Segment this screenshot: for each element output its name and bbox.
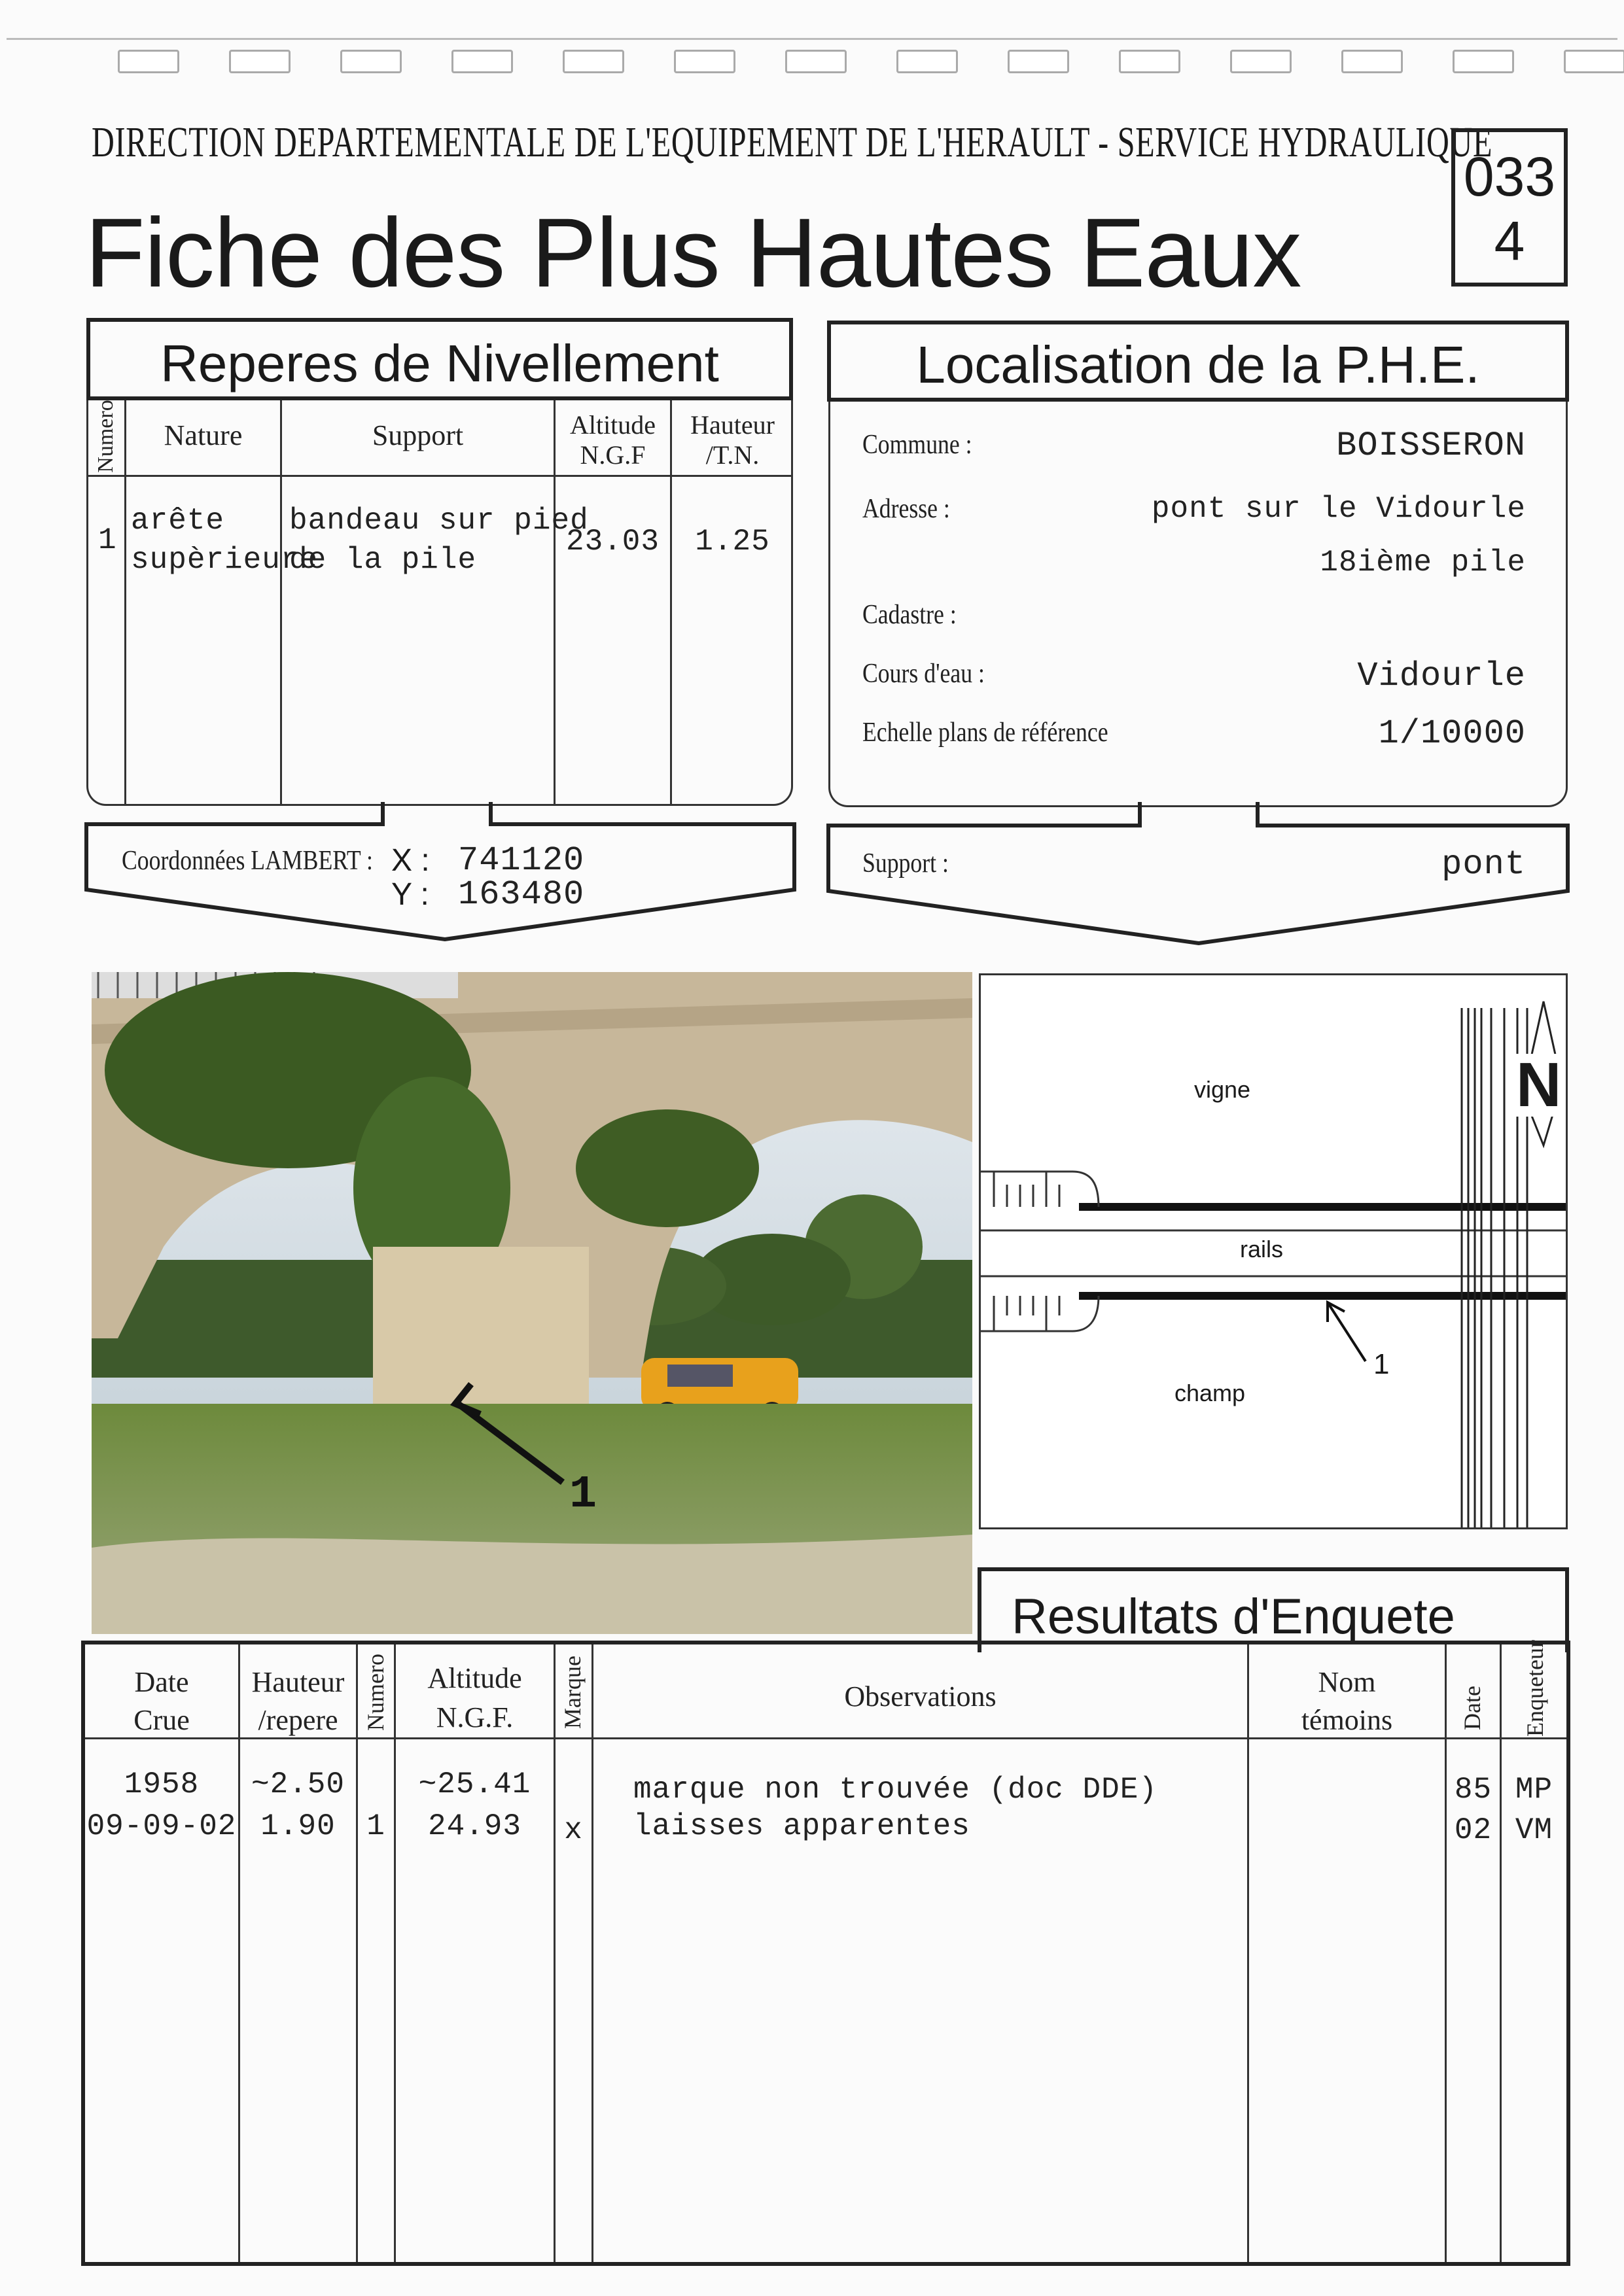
result-row-2-numero: 1 xyxy=(366,1809,385,1843)
punch-hole xyxy=(229,50,291,73)
header-nature: Nature xyxy=(164,419,243,451)
result-row-2-enqueteur: VM xyxy=(1515,1813,1553,1847)
punch-hole xyxy=(563,50,624,73)
header-repere: /repere xyxy=(258,1704,338,1736)
echelle-value: 1/10000 xyxy=(1378,714,1526,753)
punch-hole xyxy=(1341,50,1403,73)
fiche-number: 033 xyxy=(1463,146,1556,207)
header-observations: Observations xyxy=(844,1680,997,1713)
punch-hole xyxy=(1008,50,1069,73)
north-label: N xyxy=(1516,1050,1562,1120)
repere-altitude: 23.03 xyxy=(565,525,660,559)
repere-nature-line1: arête xyxy=(131,504,225,538)
commune-label: Commune : xyxy=(862,430,972,460)
result-row-2-date: 09-09-02 xyxy=(86,1809,237,1843)
header-enqueteur-vertical: Enqueteur xyxy=(1522,1640,1548,1737)
header-nom: Nom xyxy=(1318,1666,1376,1698)
punch-hole xyxy=(674,50,735,73)
header-hauteur: Hauteur xyxy=(690,410,775,440)
coord-x-value: 741120 xyxy=(458,841,585,880)
repere-support-line2: de la pile xyxy=(289,543,477,577)
result-row-2-date-enquete: 02 xyxy=(1454,1813,1492,1847)
header-support: Support xyxy=(372,419,464,451)
header-hauteur-tn: /T.N. xyxy=(705,440,760,470)
commune-value: BOISSERON xyxy=(1336,426,1526,465)
punch-hole xyxy=(340,50,402,73)
header-hauteur-repere: Hauteur xyxy=(251,1666,345,1698)
header-date-enquete-vertical: Date xyxy=(1459,1686,1485,1730)
result-row-1-enqueteur: MP xyxy=(1515,1773,1553,1807)
bridge-photo xyxy=(92,972,972,1634)
fiche-sub-number: 4 xyxy=(1494,210,1525,271)
cours-eau-label: Cours d'eau : xyxy=(862,659,985,689)
result-row-1-hauteur: ~2.50 xyxy=(251,1767,345,1801)
support-label: Support : xyxy=(862,848,949,878)
result-row-2-marque: x xyxy=(564,1813,583,1847)
echelle-label: Echelle plans de référence xyxy=(862,718,1108,748)
coord-y-value: 163480 xyxy=(458,875,585,914)
cadastre-label: Cadastre : xyxy=(862,600,957,630)
support-value: pont xyxy=(1441,845,1526,884)
repere-nature-line2: supèrieure xyxy=(131,543,319,577)
direction-heading: DIRECTION DEPARTEMENTALE DE L'EQUIPEMENT DE L'HERAULT - SERVICE HYDRAULIQUE xyxy=(92,118,1493,166)
plan-marker: 1 xyxy=(1373,1348,1390,1380)
header-altitude-ngf-res: Altitude xyxy=(427,1662,522,1694)
result-row-1-altitude: ~25.41 xyxy=(418,1767,531,1801)
result-row-2-altitude: 24.93 xyxy=(427,1809,522,1843)
header-crue: Crue xyxy=(133,1704,190,1736)
result-row-1-date: 1958 xyxy=(124,1767,200,1801)
punch-hole xyxy=(1453,50,1514,73)
header-ngf: N.G.F. xyxy=(436,1701,514,1733)
repere-numero: 1 xyxy=(98,523,117,557)
plan-label-rails: rails xyxy=(1240,1236,1284,1262)
punch-hole xyxy=(1119,50,1180,73)
punch-hole xyxy=(1564,50,1624,73)
header-altitude: Altitude xyxy=(569,410,656,440)
adresse-value-line2: 18ième pile xyxy=(1320,546,1526,580)
result-row-2-hauteur: 1.90 xyxy=(260,1809,336,1843)
resultats-title-box xyxy=(978,1567,1569,1652)
result-row-2-observations: laisses apparentes xyxy=(633,1809,970,1843)
punch-hole xyxy=(896,50,958,73)
coordinates-label: Coordonnées LAMBERT : xyxy=(122,846,373,876)
plan-label-vigne: vigne xyxy=(1194,1076,1251,1103)
punch-hole xyxy=(1230,50,1292,73)
reperes-title-box xyxy=(86,318,793,400)
coord-x-label: X : xyxy=(391,843,430,878)
punch-hole xyxy=(451,50,513,73)
header-marque-vertical: Marque xyxy=(559,1656,586,1729)
header-numero-vertical: Numero xyxy=(362,1654,389,1731)
coord-y-label: Y : xyxy=(391,877,429,912)
resultats-title: Resultats d'Enquete xyxy=(1012,1589,1455,1644)
adresse-label: Adresse : xyxy=(862,494,950,524)
reperes-title: Reperes de Nivellement xyxy=(160,334,719,392)
header-temoins: témoins xyxy=(1301,1704,1393,1736)
photo-marker: 1 xyxy=(569,1469,598,1521)
repere-hauteur: 1.25 xyxy=(695,525,770,559)
fiche-number-box xyxy=(1451,128,1568,287)
localisation-title-box xyxy=(827,321,1569,402)
page-title: Fiche des Plus Hautes Eaux xyxy=(85,198,1301,307)
cours-eau-value: Vidourle xyxy=(1357,657,1526,695)
site-plan xyxy=(979,973,1568,1529)
plan-label-champ: champ xyxy=(1174,1380,1246,1406)
header-numero: Numero xyxy=(94,400,118,473)
adresse-value-line1: pont sur le Vidourle xyxy=(1151,492,1526,526)
repere-support-line1: bandeau sur pied xyxy=(289,504,589,538)
punch-hole xyxy=(785,50,847,73)
punch-hole xyxy=(118,50,179,73)
header-altitude-ngf: N.G.F xyxy=(580,440,646,470)
header-date: Date xyxy=(134,1666,189,1698)
localisation-title: Localisation de la P.H.E. xyxy=(916,336,1480,394)
result-row-1-date-enquete: 85 xyxy=(1454,1773,1492,1807)
result-row-1-observations: marque non trouvée (doc DDE) xyxy=(633,1773,1157,1807)
